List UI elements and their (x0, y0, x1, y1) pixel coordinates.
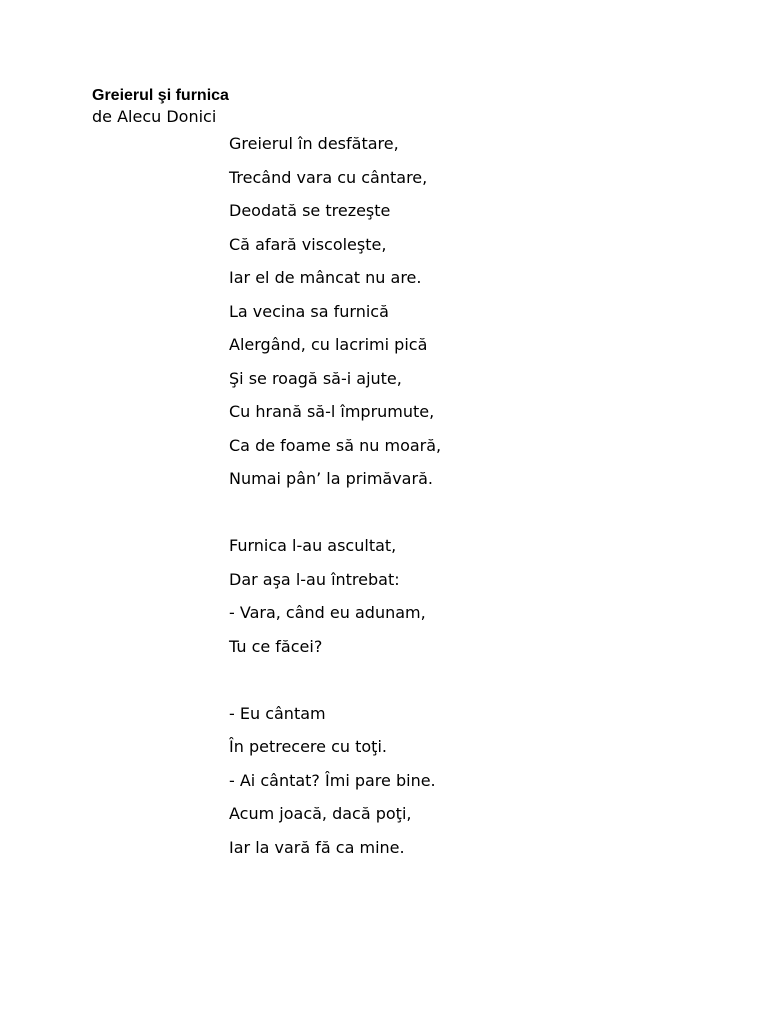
poem-line: Ca de foame să nu moară, (229, 435, 442, 455)
poem-line: - Vara, când eu adunam, (229, 603, 426, 622)
poem-title: Greierul şi furnica (92, 87, 229, 104)
poem-line: Tu ce făcei? (229, 636, 323, 656)
poem-line: - Ai cântat? Îmi pare bine. (229, 770, 436, 790)
poem-author: de Alecu Donici (92, 107, 217, 126)
poem-line: La vecina sa furnică (229, 301, 389, 321)
poem-body (229, 134, 441, 905)
poem-line: Iar la vară fă ca mine. (229, 837, 405, 857)
poem-line: - Eu cântam (229, 703, 326, 723)
poem-line: Că afară viscoleşte, (229, 234, 387, 254)
poem-line: Furnica l-au ascultat, (229, 536, 397, 555)
poem-line: Dar aşa l-au întrebat: (229, 569, 400, 589)
poem-line: Alergând, cu lacrimi pică (229, 335, 428, 354)
poem-line: Greierul în desfătare, (229, 134, 399, 153)
stanza-1 (229, 134, 441, 503)
poem-line: Numai pân’ la primăvară. (229, 469, 433, 488)
poem-line: Iar el de mâncat nu are. (229, 268, 422, 287)
poem-line: Deodată se trezeşte (229, 201, 391, 220)
stanza-3 (229, 704, 441, 872)
stanza-2 (229, 536, 441, 670)
poem-line: Trecând vara cu cântare, (229, 167, 428, 187)
poem-line: Şi se roagă să-i ajute, (229, 368, 402, 388)
poem-line: În petrecere cu toţi. (229, 737, 387, 756)
poem-line: Acum joacă, dacă poţi, (229, 804, 412, 823)
poem-line: Cu hrană să-l împrumute, (229, 402, 435, 421)
